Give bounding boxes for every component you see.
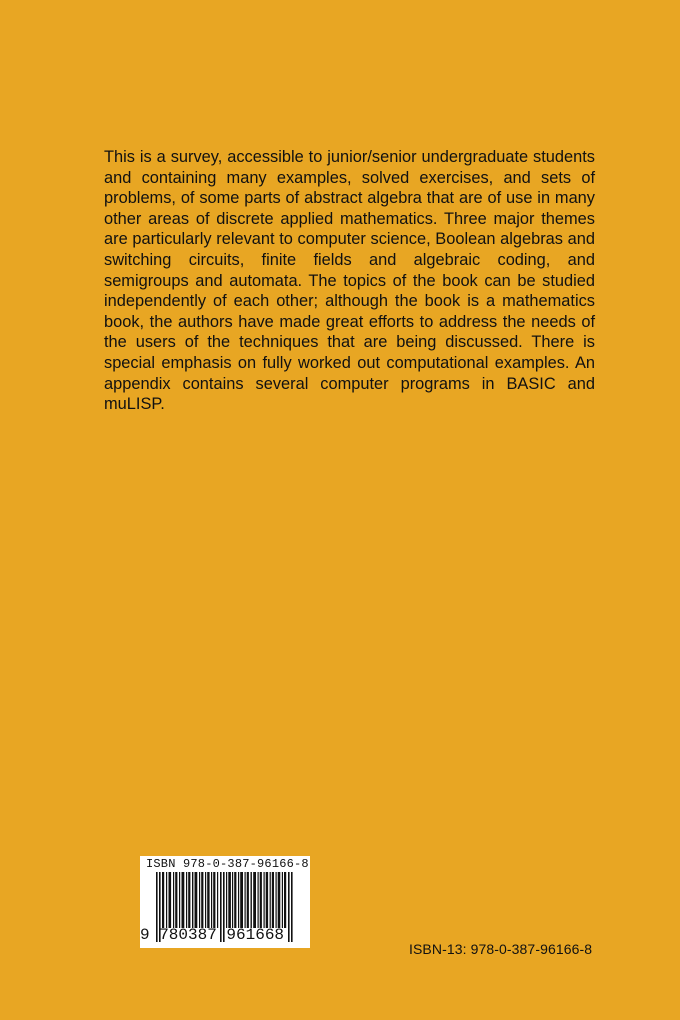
isbn-13-label: ISBN-13: 978-0-387-96166-8 — [409, 941, 593, 957]
barcode-label — [140, 856, 310, 948]
barcode-isbn-text: ISBN 978-0-387-96166-8 — [146, 857, 309, 871]
barcode-digits: 9 780387 961668 — [140, 926, 285, 944]
cover-blurb: This is a survey, accessible to junior/senior undergraduate students and containing many examples, solved exercises, and sets of problems, of some parts of abstract algebra that are of use in many other areas of discrete applied mathematics. Three major themes are particularly relevant to computer science, Boolean algebras and switching circuits, finite fields and algebraic coding, and semigroups and automata. The topics of the book can be studied independently of each other; although the book is a mathematics book, the authors have made great efforts to address the needs of the users of the techniques that are being discussed. There is special emphasis on fully worked out computational examples. An appendix contains several computer programs in BASIC and muLISP. — [104, 148, 595, 414]
